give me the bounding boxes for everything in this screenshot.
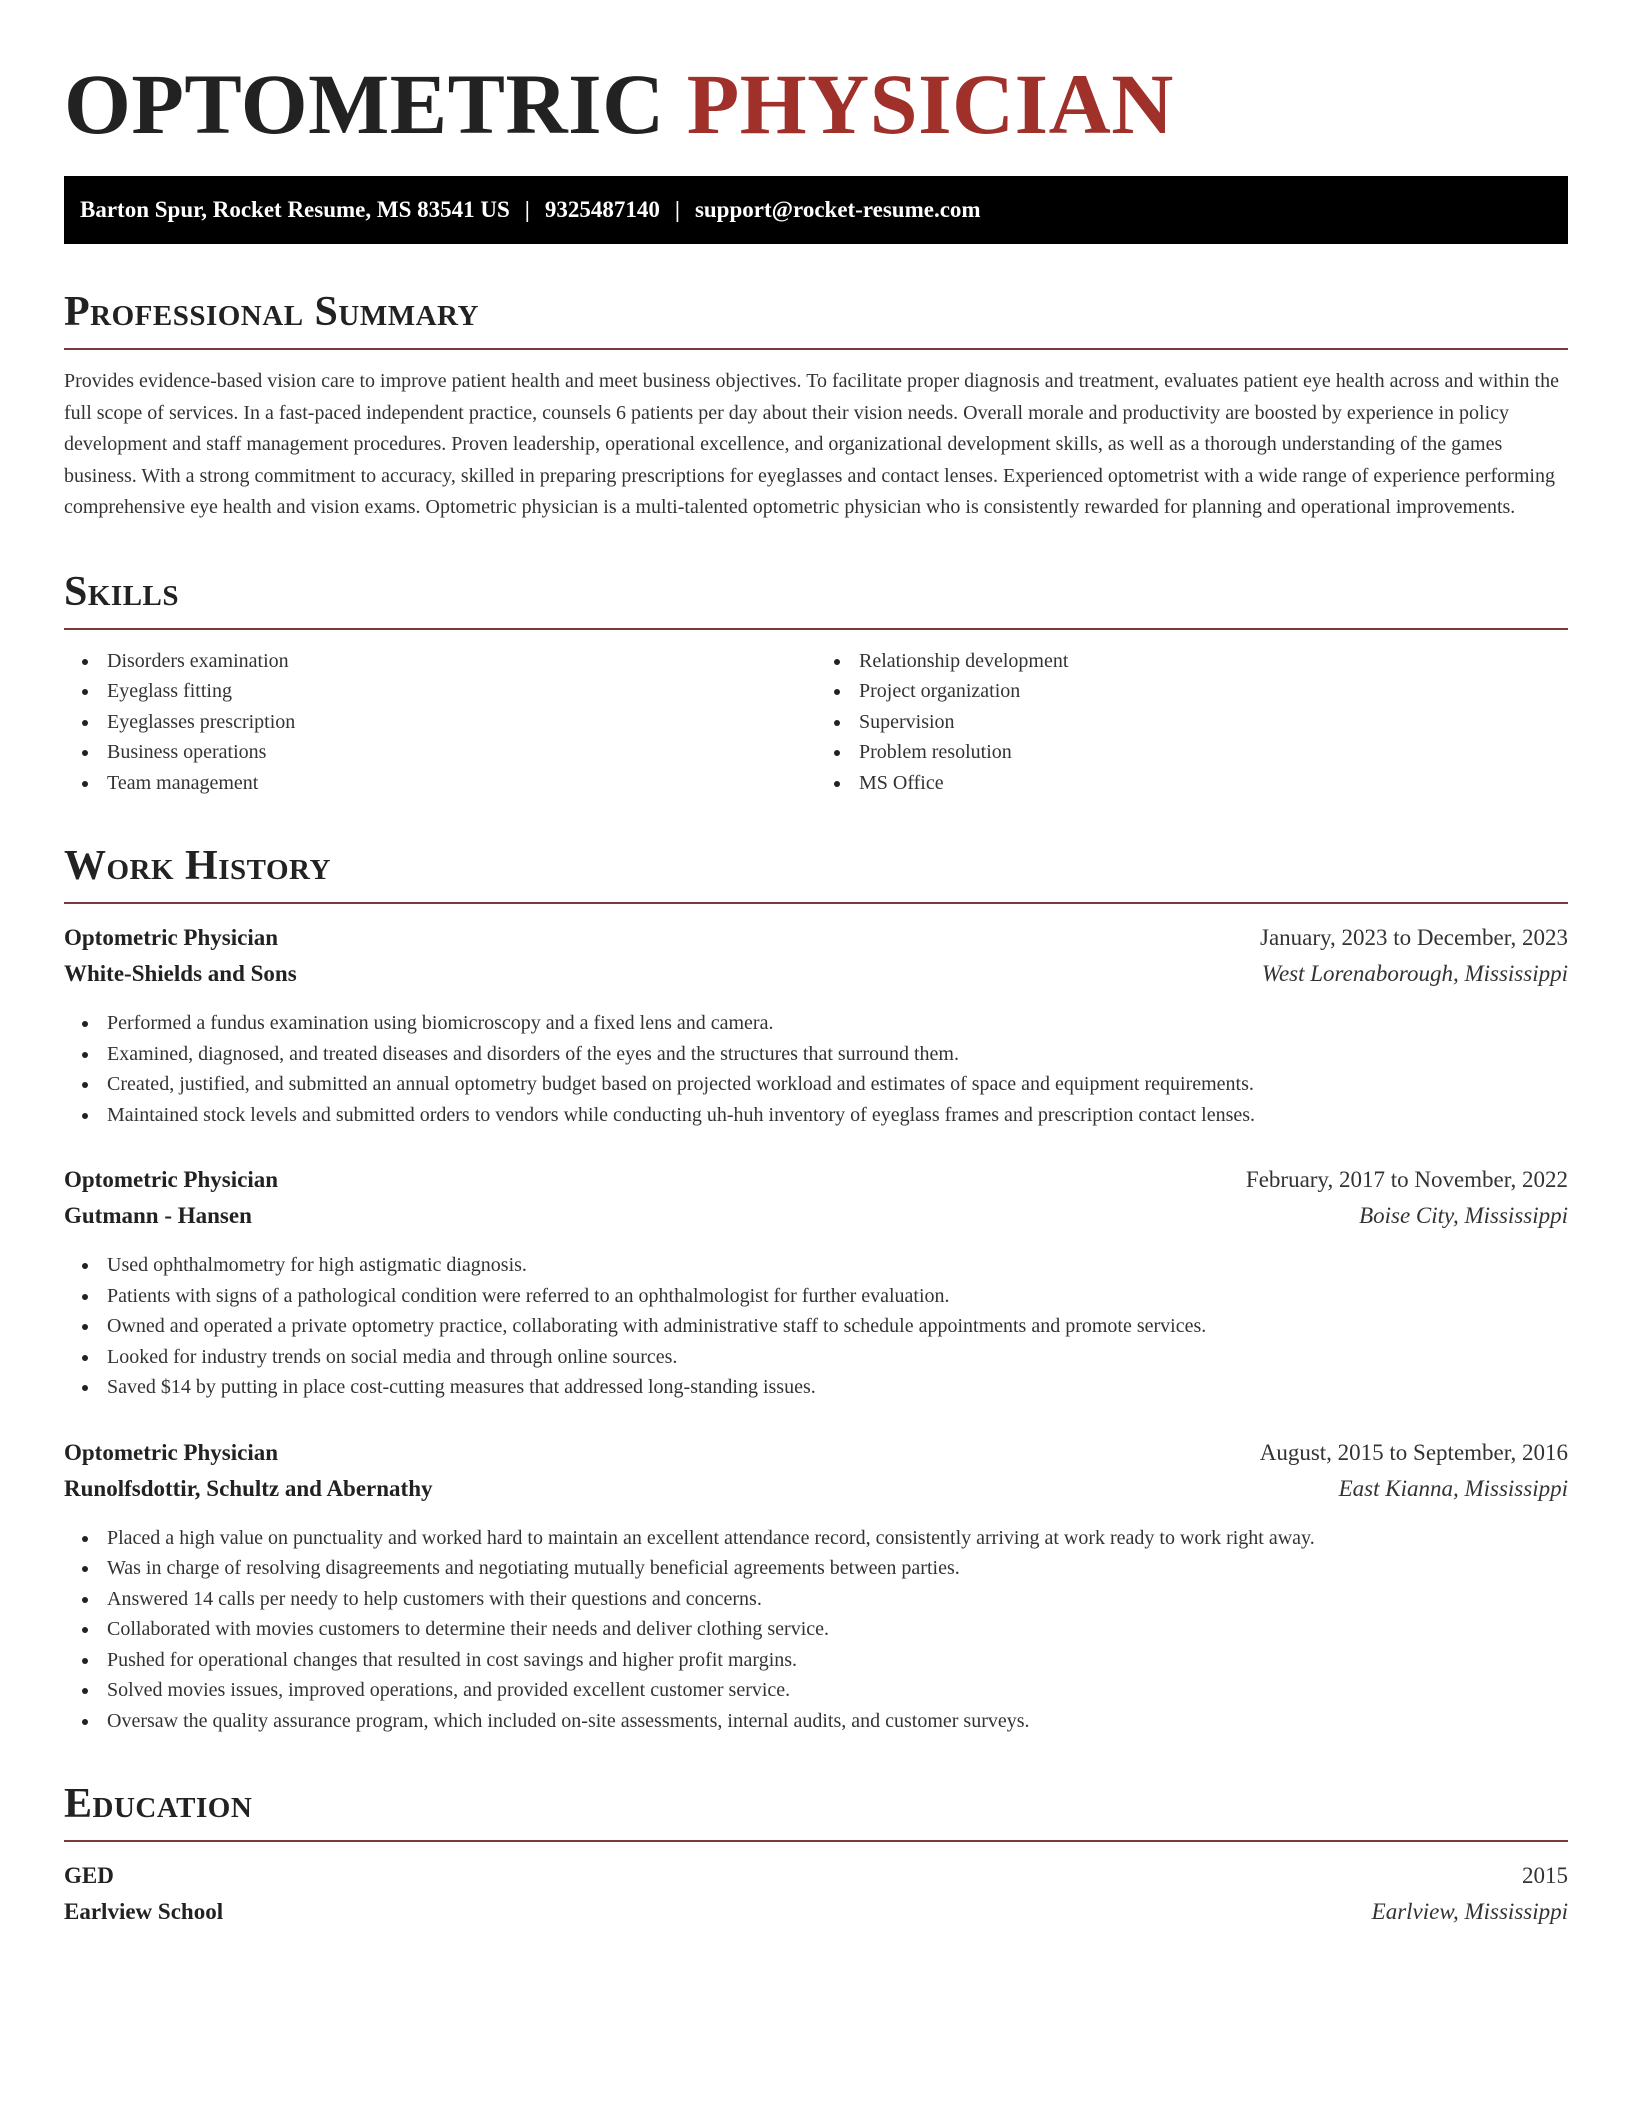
job-entry xyxy=(64,920,1568,1130)
job-title: Optometric Physician xyxy=(64,1167,278,1192)
skills-column-left xyxy=(64,646,816,799)
skill-item: Project organization xyxy=(859,676,1568,707)
work-history-section xyxy=(64,842,1568,1736)
skill-item: Supervision xyxy=(859,707,1568,738)
job-dates: January, 2023 to December, 2023 xyxy=(1260,925,1568,950)
job-title: Optometric Physician xyxy=(64,1439,278,1465)
job-company: Gutmann - Hansen xyxy=(64,1203,252,1228)
job-header xyxy=(64,920,1568,956)
job-location: East Kianna, Mississippi xyxy=(1338,1475,1568,1501)
summary-heading: Professional Summary xyxy=(64,288,1568,350)
job-bullet: Collaborated with movies customers to determine their needs and deliver clothing service. xyxy=(107,1614,1568,1645)
job-bullet: Answered 14 calls per needy to help customers with their questions and concerns. xyxy=(107,1584,1568,1615)
skill-item: Business operations xyxy=(107,737,816,768)
education-entry xyxy=(64,1858,1568,1930)
contact-separator: | xyxy=(524,197,530,222)
skill-item: Eyeglass fitting xyxy=(107,676,816,707)
job-company: Runolfsdottir, Schultz and Abernathy xyxy=(64,1475,433,1501)
contact-phone: 9325487140 xyxy=(544,197,660,222)
contact-bar xyxy=(64,176,1568,244)
job-bullet: Owned and operated a private optometry practice, collaborating with administrative staff to schedule appointments and promote services. xyxy=(107,1311,1568,1342)
job-dates: August, 2015 to September, 2016 xyxy=(1259,1439,1568,1465)
job-bullet: Was in charge of resolving disagreements and negotiating mutually beneficial agreements between parties. xyxy=(107,1553,1568,1584)
education-section xyxy=(64,1780,1568,1930)
education-location: Earlview, Mississippi xyxy=(1371,1899,1568,1924)
skill-item: Problem resolution xyxy=(859,737,1568,768)
education-school: Earlview School xyxy=(64,1899,224,1924)
skill-item: Eyeglasses prescription xyxy=(107,707,816,738)
skills-column-right xyxy=(816,646,1568,799)
job-subheader xyxy=(64,1471,1568,1507)
summary-section xyxy=(64,288,1568,524)
education-year: 2015 xyxy=(1522,1863,1568,1888)
education-subheader xyxy=(64,1894,1568,1930)
education-heading: Education xyxy=(64,1780,1568,1842)
job-bullet: Solved movies issues, improved operations, and provided excellent customer service. xyxy=(107,1675,1568,1706)
job-bullets xyxy=(64,1523,1568,1737)
job-bullet: Pushed for operational changes that resulted in cost savings and higher profit margins. xyxy=(107,1645,1568,1676)
job-entry xyxy=(64,1435,1568,1737)
skill-item: Team management xyxy=(107,768,816,799)
job-bullet: Saved $14 by putting in place cost-cutting measures that addressed long-standing issues. xyxy=(107,1372,1568,1403)
skills-section xyxy=(64,568,1568,799)
skill-item: Relationship development xyxy=(859,646,1568,677)
education-degree: GED xyxy=(64,1863,114,1888)
job-bullet: Performed a fundus examination using biomicroscopy and a fixed lens and camera. xyxy=(107,1008,1568,1039)
job-bullet: Created, justified, and submitted an annual optometry budget based on projected workload and estimates of space and equipment requirements. xyxy=(107,1069,1568,1100)
resume-title xyxy=(64,54,1568,154)
job-bullet: Patients with signs of a pathological condition were referred to an ophthalmologist for further evaluation. xyxy=(107,1281,1568,1312)
job-bullets xyxy=(64,1008,1568,1130)
skills-list xyxy=(64,646,1568,799)
job-bullet: Examined, diagnosed, and treated diseases and disorders of the eyes and the structures that surround them. xyxy=(107,1039,1568,1070)
job-bullet: Placed a high value on punctuality and worked hard to maintain an excellent attendance record, consistently arriving at work ready to work right away. xyxy=(107,1523,1568,1554)
job-bullet: Used ophthalmometry for high astigmatic diagnosis. xyxy=(107,1250,1568,1281)
skills-heading: Skills xyxy=(64,568,1568,630)
title-part1: OPTOMETRIC xyxy=(64,56,665,152)
job-bullets xyxy=(64,1250,1568,1403)
contact-separator: | xyxy=(674,197,680,222)
job-header xyxy=(64,1435,1568,1471)
job-location: West Lorenaborough, Mississippi xyxy=(1261,961,1568,986)
job-title: Optometric Physician xyxy=(64,925,278,950)
job-bullet: Maintained stock levels and submitted orders to vendors while conducting uh-huh inventory of eyeglass frames and prescription contact lenses. xyxy=(107,1100,1568,1131)
job-company: White-Shields and Sons xyxy=(64,961,297,986)
summary-text: Provides evidence-based vision care to improve patient health and meet business objectives. To facilitate proper diagnosis and treatment, evaluates patient eye health across and within the full scope of services. In a fast-paced independent practice, counsels 6 patients per day about their vision needs. Overall morale and productivity are boosted by experience in policy development and staff management procedures. Proven leadership, operational excellence, and organizational development skills, as well as a thorough understanding of the games business. With a strong commitment to accuracy, skilled in preparing prescriptions for eyeglasses and contact lenses. Experienced optometrist with a wide range of experience performing comprehensive eye health and vision exams. Optometric physician is a multi-talented optometric physician who is consistently rewarded for planning and operational improvements. xyxy=(64,370,1559,518)
job-location: Boise City, Mississippi xyxy=(1359,1203,1568,1228)
title-part2: PHYSICIAN xyxy=(686,56,1174,152)
job-dates: February, 2017 to November, 2022 xyxy=(1245,1167,1568,1192)
job-subheader xyxy=(64,1198,1568,1234)
education-header xyxy=(64,1858,1568,1894)
job-entry xyxy=(64,1162,1568,1403)
contact-email: support@rocket-resume.com xyxy=(694,197,981,222)
skill-item: Disorders examination xyxy=(107,646,816,677)
skill-item: MS Office xyxy=(859,768,1568,799)
job-header xyxy=(64,1162,1568,1198)
work-history-heading: Work History xyxy=(64,842,1568,904)
job-bullet: Oversaw the quality assurance program, which included on-site assessments, internal audits, and customer surveys. xyxy=(107,1706,1568,1737)
contact-address: Barton Spur, Rocket Resume, MS 83541 US xyxy=(80,197,510,222)
job-bullet: Looked for industry trends on social media and through online sources. xyxy=(107,1342,1568,1373)
job-subheader xyxy=(64,956,1568,992)
